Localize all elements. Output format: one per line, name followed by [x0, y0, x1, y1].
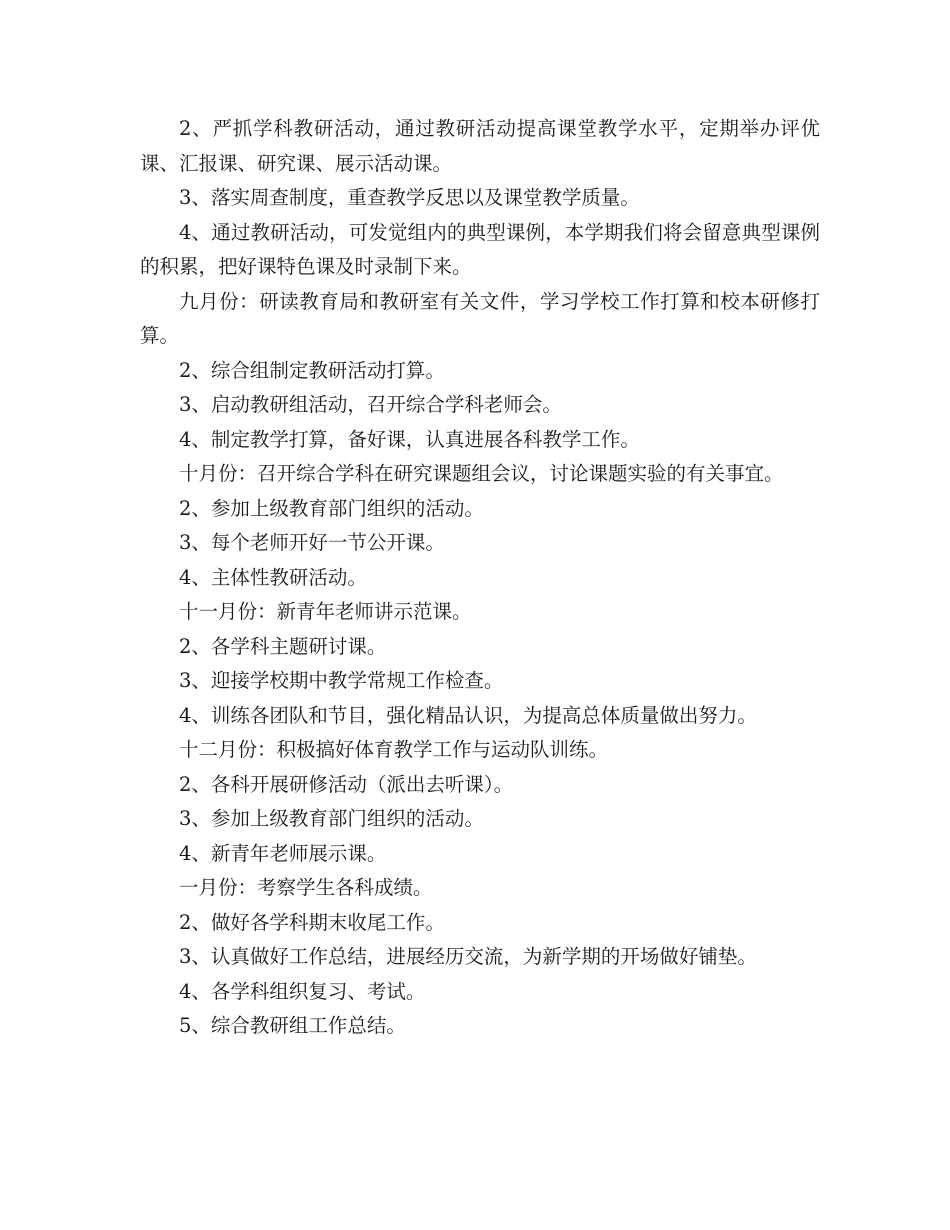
paragraph-13: 2、各学科主题研讨课。 — [179, 634, 387, 658]
paragraph-10: 3、每个老师开好一节公开课。 — [179, 531, 445, 554]
paragraph-20: 一月份：考察学生各科成绩。 — [179, 876, 433, 899]
paragraph-15: 4、训练各团队和节目，强化精品认识，为提高总体质量做出努力。 — [179, 703, 757, 727]
paragraph-6: 3、启动教研组活动，召开综合学科老师会。 — [179, 393, 562, 416]
paragraph-19: 4、新青年老师展示课。 — [179, 841, 387, 865]
paragraph-22: 3、认真做好工作总结，进展经历交流，为新学期的开场做好铺垫。 — [179, 945, 757, 968]
paragraph-2: 3、落实周查制度，重查教学反思以及课堂教学质量。 — [179, 186, 640, 209]
paragraph-17: 2、各科开展研修活动（派出去听课）。 — [179, 772, 514, 796]
paragraph-18: 3、参加上级教育部门组织的活动。 — [179, 807, 484, 830]
paragraph-24: 5、综合教研组工作总结。 — [179, 1014, 406, 1037]
paragraph-7: 4、制定教学打算，备好课，认真进展各科教学工作。 — [179, 427, 640, 451]
paragraph-3: 4、通过教研活动，可发觉组内的典型课例，本学期我们将会留意典型课例的积累，把好课特色课及时录制下来。 — [140, 220, 820, 278]
paragraph-5: 2、综合组制定教研活动打算。 — [179, 358, 445, 382]
paragraph-12: 十一月份：新青年老师讲示范课。 — [179, 600, 472, 623]
paragraph-1: 2、严抓学科教研活动，通过教研活动提高课堂教学水平，定期举办评优课、汇报课、研究课、展示活动课。 — [140, 117, 820, 175]
paragraph-23: 4、各学科组织复习、考试。 — [179, 979, 426, 1003]
document-body — [140, 112, 820, 1044]
paragraph-16: 十二月份：积极搞好体育教学工作与运动队训练。 — [179, 738, 609, 761]
paragraph-9: 2、参加上级教育部门组织的活动。 — [179, 496, 484, 520]
paragraph-11: 4、主体性教研活动。 — [179, 565, 367, 589]
paragraph-8: 十月份：召开综合学科在研究课题组会议，讨论课题实验的有关事宜。 — [179, 462, 784, 485]
paragraph-4: 九月份：研读教育局和教研室有关文件，学习学校工作打算和校本研修打算。 — [140, 289, 820, 347]
paragraph-14: 3、迎接学校期中教学常规工作检查。 — [179, 669, 504, 692]
paragraph-21: 2、做好各学科期末收尾工作。 — [179, 910, 445, 934]
